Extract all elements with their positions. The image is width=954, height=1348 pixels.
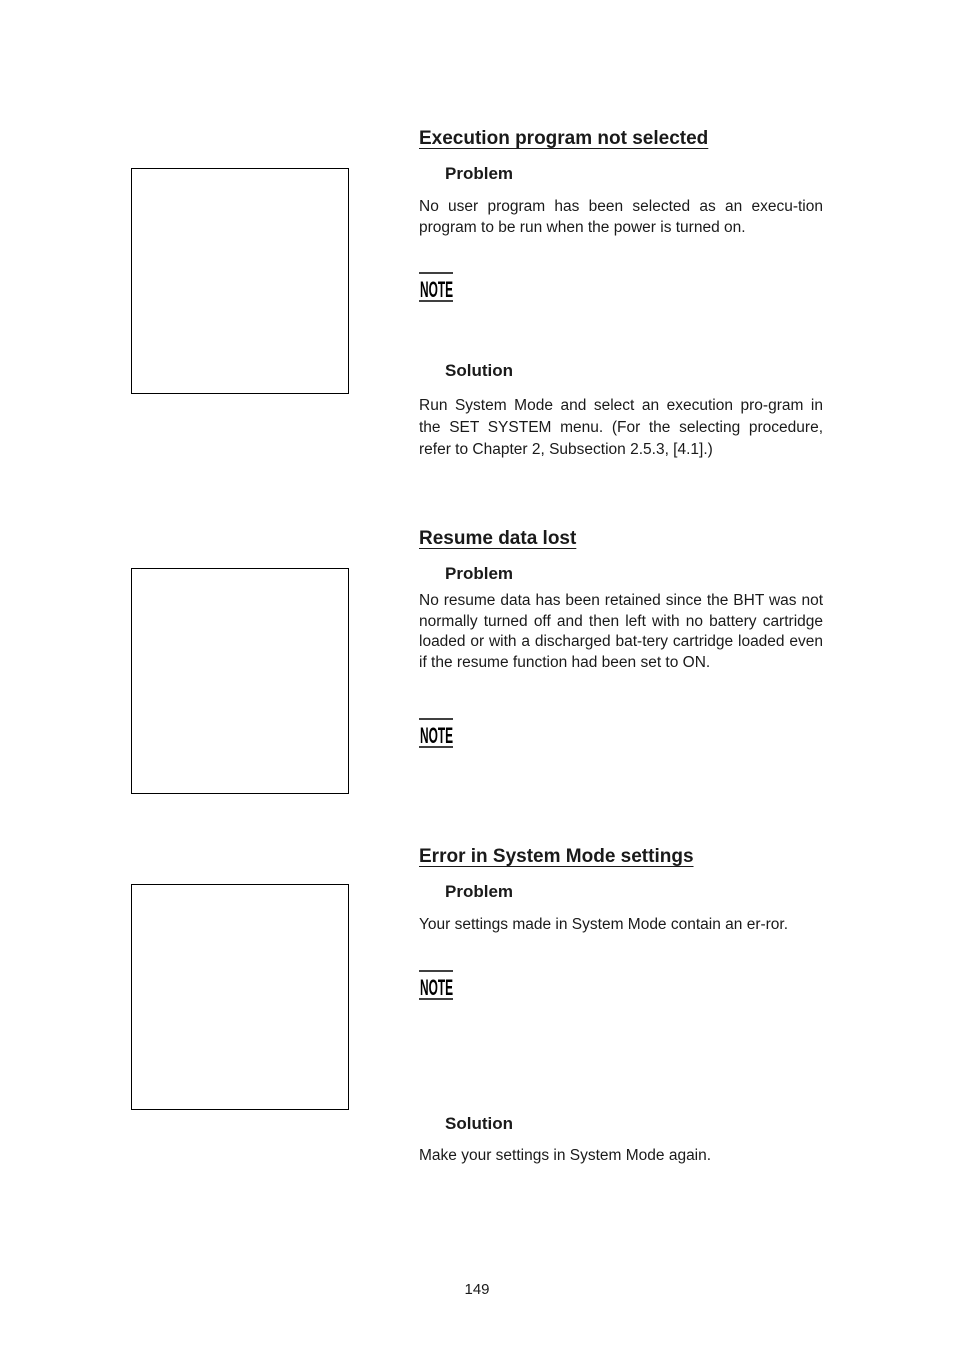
note-icon-2 — [419, 718, 455, 748]
problem-label-2: Problem — [445, 564, 514, 583]
section-heading-1: Execution program not selected — [419, 128, 709, 149]
svg-text:NOTE: NOTE — [420, 723, 453, 748]
problem-text-3: Your settings made in System Mode contain an er-ror. — [419, 916, 789, 933]
screen-image-box-3 — [131, 884, 349, 1110]
solution-label-1: Solution — [445, 361, 513, 380]
problem-label-1: Problem — [445, 164, 514, 183]
problem-text-1: No user program has been selected as an execu-tion program to be run when the power is turned on. — [419, 198, 823, 236]
problem-text-2: No resume data has been retained since the BHT was not normally turned off and then left with no battery cartridge loaded or with a discharged bat-tery cartridge loaded even if the resume function had been set to ON. — [419, 592, 823, 671]
svg-text:NOTE: NOTE — [420, 975, 453, 1000]
section-heading-2: Resume data lost — [419, 528, 577, 549]
solution-label-3: Solution — [445, 1114, 513, 1133]
screen-image-box-1 — [131, 168, 349, 394]
problem-label-3: Problem — [445, 882, 514, 901]
note-icon-3 — [419, 970, 455, 1000]
svg-text:NOTE: NOTE — [420, 277, 453, 302]
note-icon-1 — [419, 272, 455, 302]
section-heading-3: Error in System Mode settings — [419, 846, 694, 867]
screen-image-box-2 — [131, 568, 349, 794]
solution-text-3: Make your settings in System Mode again. — [419, 1147, 712, 1164]
solution-text-1: Run System Mode and select an execution pro-gram in the SET SYSTEM menu. (For the selecting procedure, refer to Chapter 2, Subsection 2.5.3, [4.1].) — [419, 397, 823, 458]
page-number: 149 — [464, 1281, 490, 1298]
